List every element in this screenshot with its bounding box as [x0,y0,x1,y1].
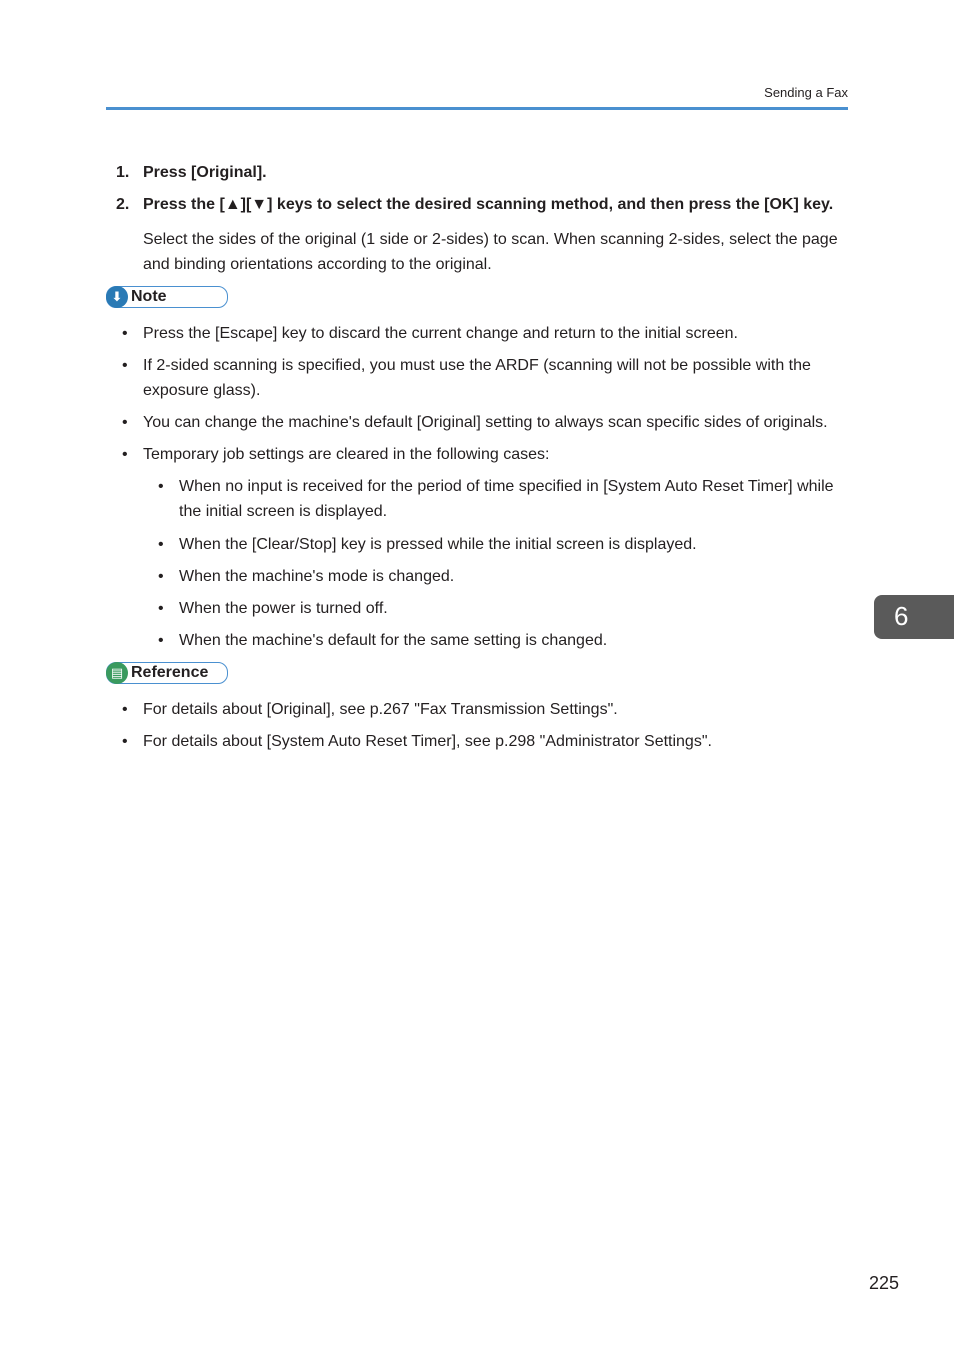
header-title: Sending a Fax [764,85,848,100]
bullet-icon: • [122,733,128,750]
document-icon: ▤ [106,662,128,684]
reference-label-text: Reference [131,664,209,681]
step-2 [116,196,833,214]
bullet-icon: • [158,536,164,553]
arrow-down-icon: ⬇ [106,286,128,308]
note-sub-item: • When the machine's mode is changed. [158,564,848,589]
note-sub-item: • When the power is turned off. [158,596,848,621]
step-2-description: Select the sides of the original (1 side or 2-sides) to scan. When scanning 2-sides, select the page and binding orientations according to the original. [143,231,838,273]
reference-item: • For details about [System Auto Reset Timer], see p.298 "Administrator Settings". [122,729,848,754]
note-label [106,286,228,308]
bullet-icon: • [122,446,128,463]
note-item: • If 2-sided scanning is specified, you must use the ARDF (scanning will not be possible with the exposure glass). [122,353,848,403]
reference-item: • For details about [Original], see p.267 "Fax Transmission Settings". [122,697,848,722]
page-number: 225 [868,1273,899,1293]
note-item: • Temporary job settings are cleared in the following cases: [122,442,848,467]
step-1 [116,164,267,182]
bullet-icon: • [158,568,164,585]
bullet-icon: • [122,357,128,374]
note-sub-item: • When no input is received for the period of time specified in [System Auto Reset Timer] while the initial screen is displayed. [158,474,848,524]
note-item: • You can change the machine's default [Original] setting to always scan specific sides of originals. [122,410,848,435]
chapter-number: 6 [894,601,909,631]
bullet-icon: • [158,478,164,495]
step-text: Press the [▲][▼] keys to select the desired scanning method, and then press the [OK] key. [143,196,834,213]
chapter-tab [874,595,954,639]
bullet-icon: • [158,632,164,649]
bullet-icon: • [122,414,128,431]
step-number: 1. [116,164,130,181]
header-rule [106,107,848,110]
bullet-icon: • [122,325,128,342]
bullet-icon: • [158,600,164,617]
step-number: 2. [116,196,130,213]
note-label-text: Note [131,288,167,305]
step-text: Press [Original]. [143,164,267,181]
bullet-icon: • [122,701,128,718]
note-sub-item: • When the machine's default for the same setting is changed. [158,628,848,653]
reference-label [106,662,228,684]
note-item: • Press the [Escape] key to discard the current change and return to the initial screen. [122,321,848,346]
note-sub-item: • When the [Clear/Stop] key is pressed while the initial screen is displayed. [158,532,848,557]
